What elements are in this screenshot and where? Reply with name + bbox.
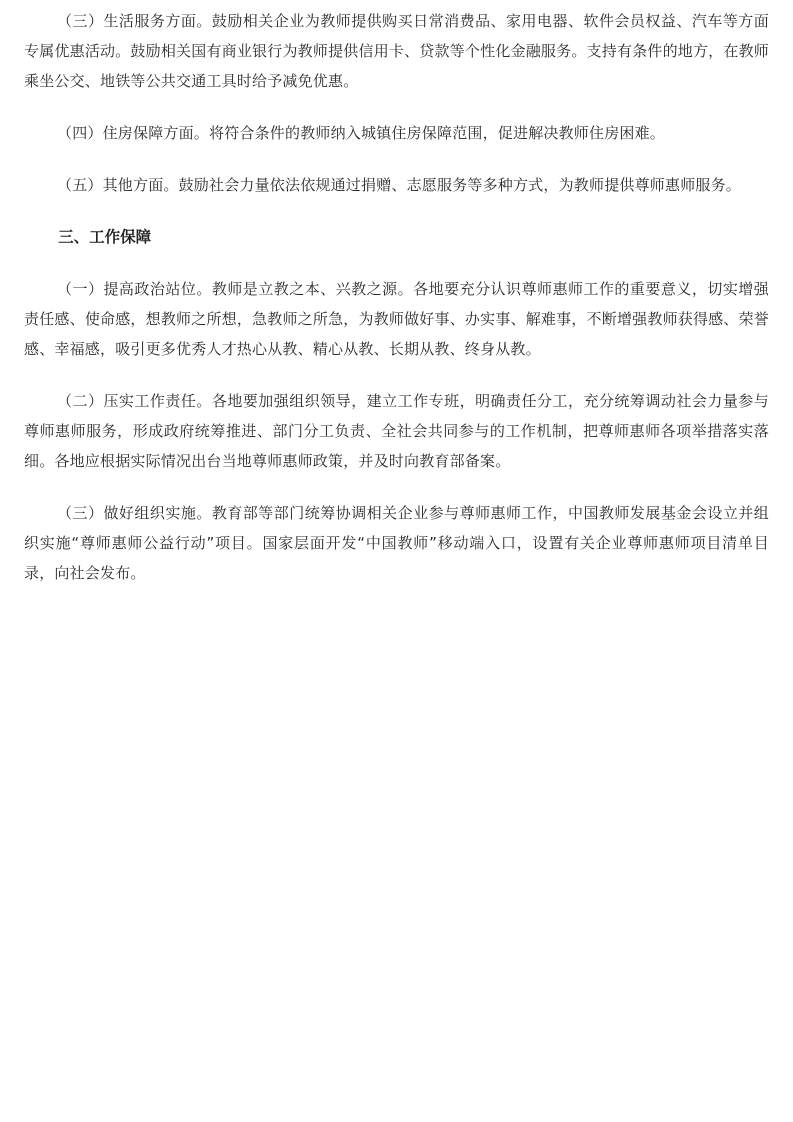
paragraph-gap: [24, 200, 769, 222]
paragraph-gap: [24, 252, 769, 274]
paragraph-gap: [24, 96, 769, 118]
paragraph-gap: [24, 364, 769, 386]
document-page: [24, 6, 769, 588]
paragraph-political-stance: （一）提高政治站位。教师是立教之本、兴教之源。各地要充分认识尊师惠师工作的重要意义，切实增强责任感、使命感，想教师之所想，急教师之所急，为教师做好事、办实事、解难事，不断增强教师获得感、荣誉感、幸福感，吸引更多优秀人才热心从教、精心从教、长期从教、终身从教。: [24, 280, 769, 358]
paragraph-implementation: （三）做好组织实施。教育部等部门统筹协调相关企业参与尊师惠师工作，中国教师发展基金会设立并组织实施“尊师惠师公益行动”项目。国家层面开发“中国教师”移动端入口，设置有关企业尊师惠师项目清单目录，向社会发布。: [24, 504, 769, 582]
paragraph-housing: （四）住房保障方面。将符合条件的教师纳入城镇住房保障范围，促进解决教师住房困难。: [57, 124, 666, 142]
section-heading-work-guarantee: 三、工作保障: [58, 228, 152, 246]
paragraph-living-services: （三）生活服务方面。鼓励相关企业为教师提供购买日常消费品、家用电器、软件会员权益、汽车等方面专属优惠活动。鼓励相关国有商业银行为教师提供信用卡、贷款等个性化金融服务。支持有条件的地方，在教师乘坐公交、地铁等公共交通工具时给予减免优惠。: [24, 12, 769, 90]
paragraph-gap: [24, 148, 769, 170]
paragraph-gap: [24, 476, 769, 498]
paragraph-responsibility: （二）压实工作责任。各地要加强组织领导，建立工作专班，明确责任分工，充分统筹调动社会力量参与尊师惠师服务，形成政府统筹推进、部门分工负责、全社会共同参与的工作机制，把尊师惠师各项举措落实落细。各地应根据实际情况出台当地尊师惠师政策，并及时向教育部备案。: [24, 392, 769, 470]
paragraph-other: （五）其他方面。鼓励社会力量依法依规通过捐赠、志愿服务等多种方式，为教师提供尊师惠师服务。: [57, 176, 742, 194]
